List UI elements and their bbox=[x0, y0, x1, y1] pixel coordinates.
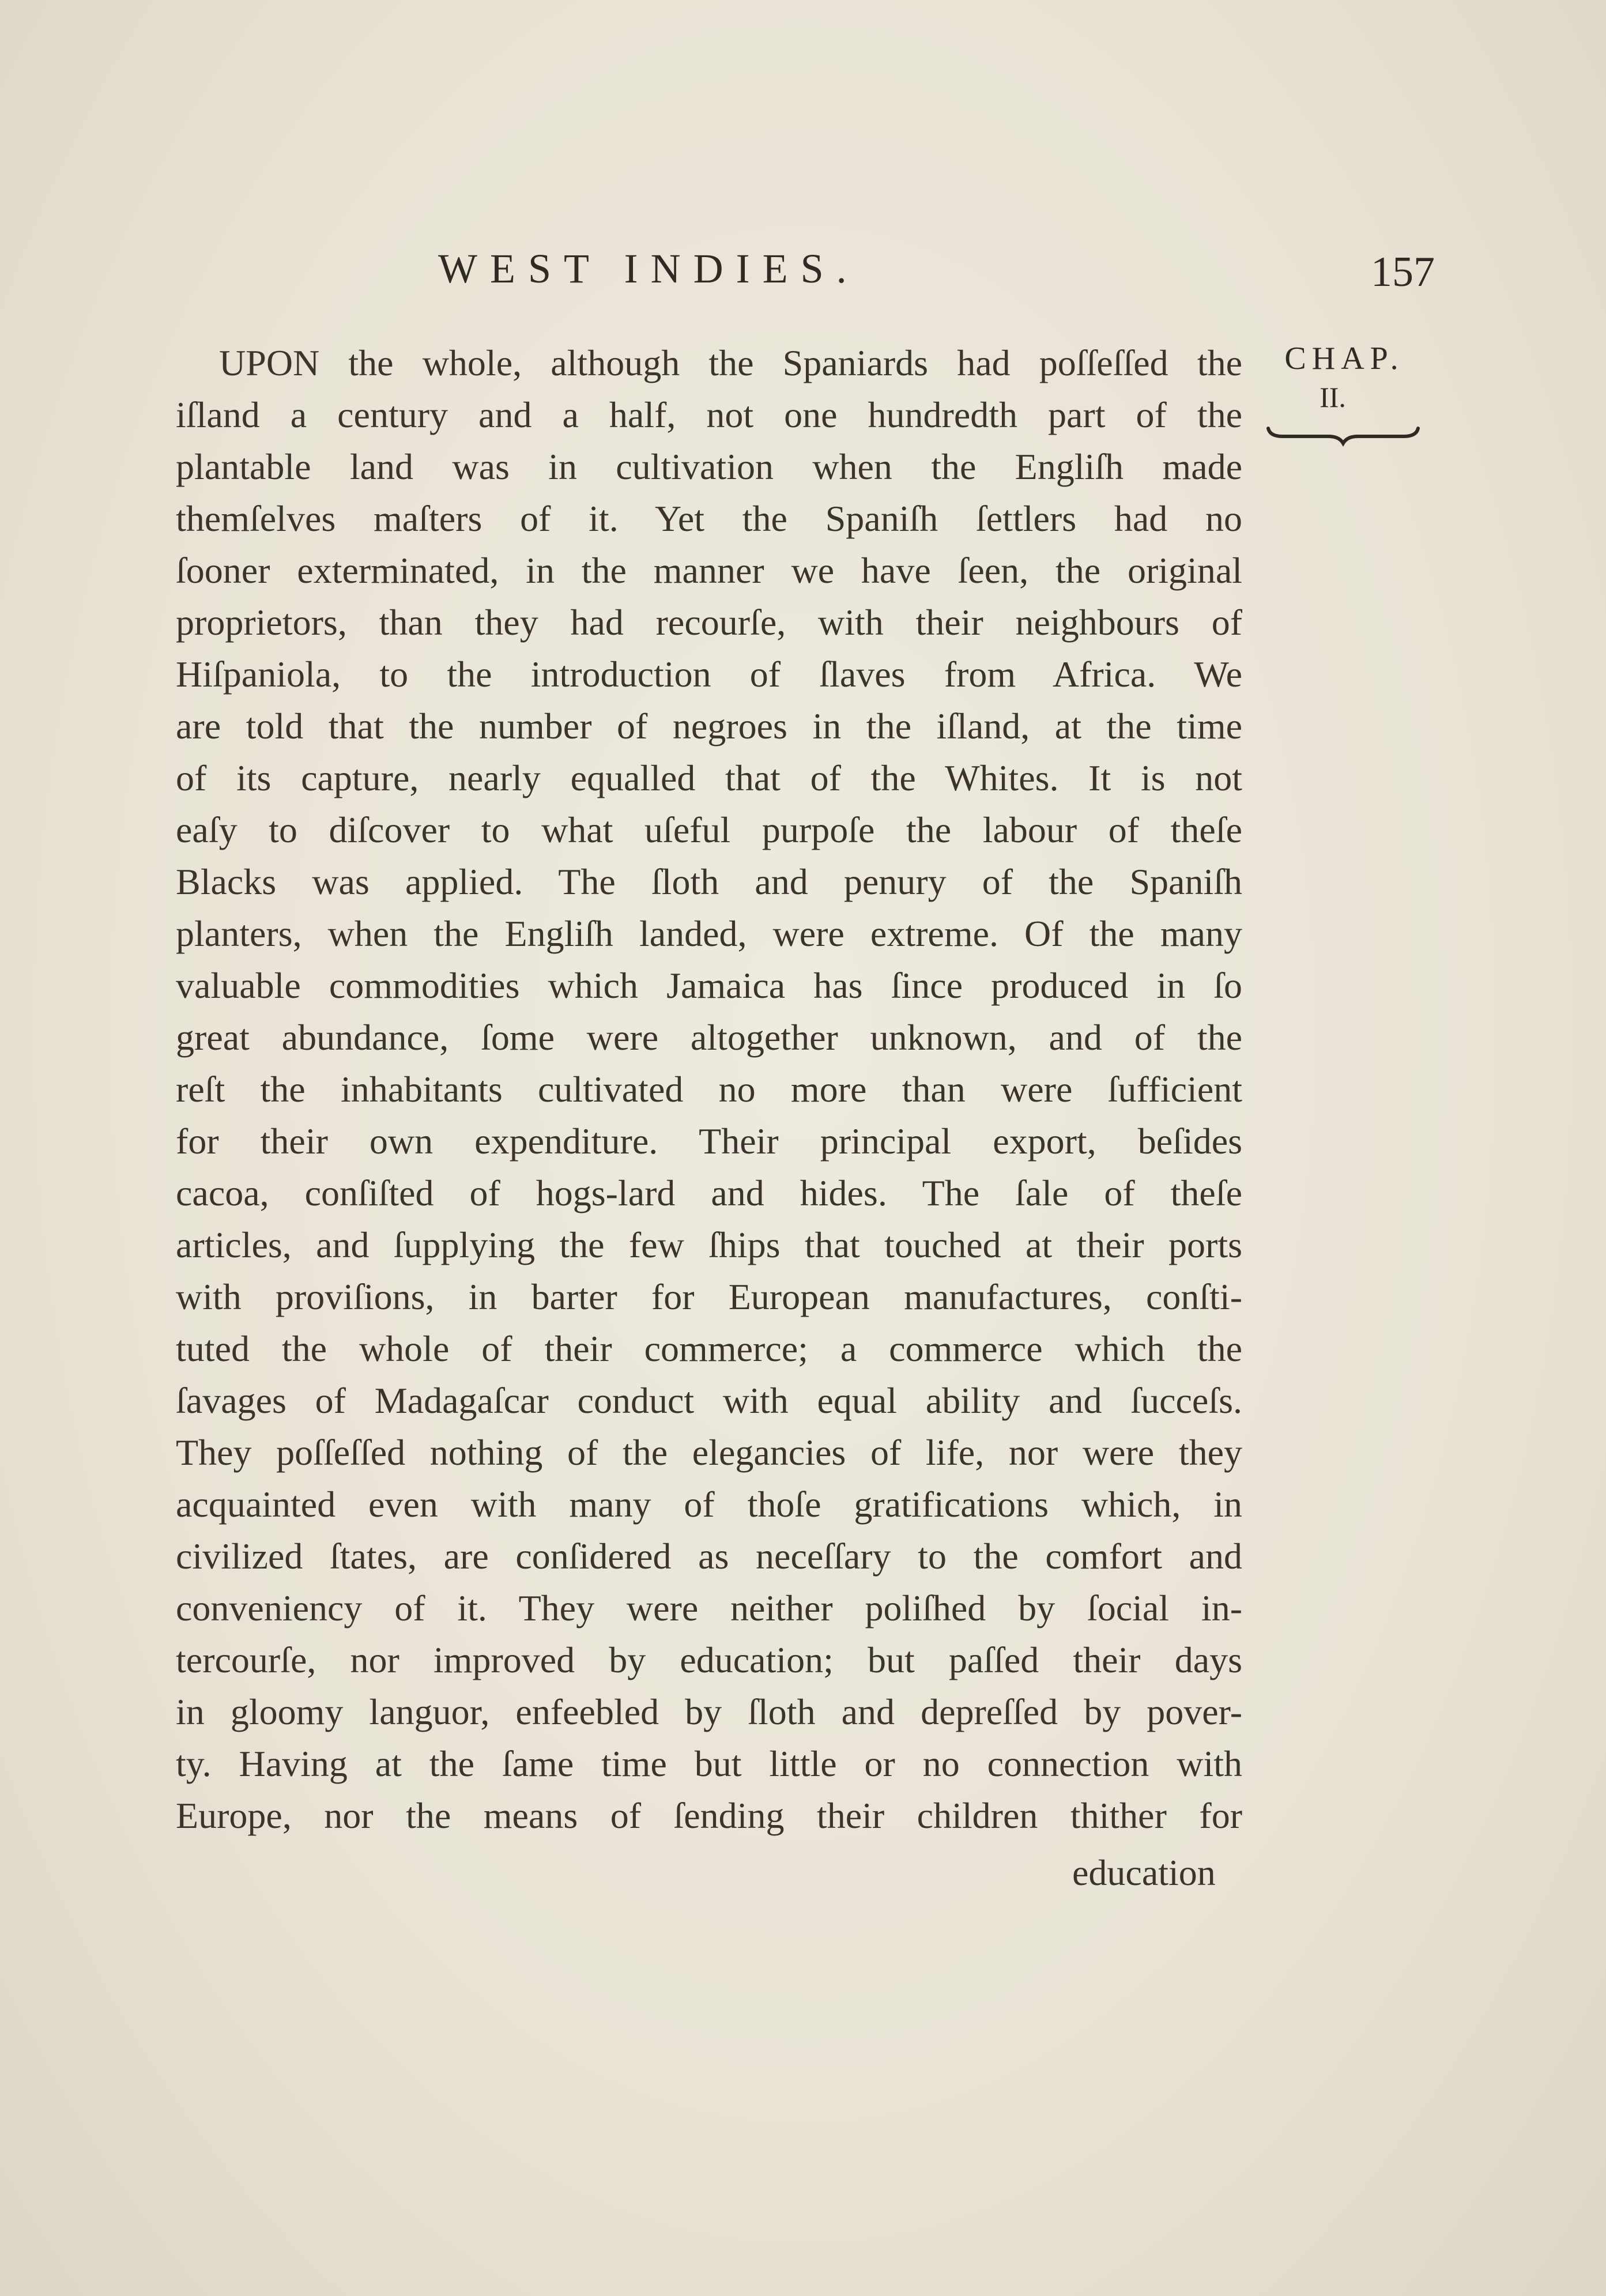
catchword: education bbox=[1072, 1852, 1216, 1893]
text-line: of its capture, nearly equalled that of the Whites. It is not bbox=[176, 757, 1242, 798]
text-line: ſavages of Madagaſcar conduct with equal ability and ſucceſs. bbox=[176, 1380, 1242, 1421]
text-line: valuable commodities which Jamaica has ſince produced in ſo bbox=[176, 965, 1242, 1006]
text-line: for their own expenditure. Their principal export, beſides bbox=[176, 1121, 1242, 1162]
text-line: iſland a century and a half, not one hundredth part of the bbox=[176, 394, 1242, 435]
text-line: are told that the number of negroes in the iſland, at the time bbox=[176, 706, 1242, 747]
text-line: ty. Having at the ſame time but little or no connection with bbox=[176, 1743, 1242, 1784]
text-line: cacoa, conſiſted of hogs-lard and hides. The ſale of theſe bbox=[176, 1172, 1242, 1213]
text-line: eaſy to diſcover to what uſeful purpoſe the labour of theſe bbox=[176, 809, 1242, 850]
margin-chapter-number: II. bbox=[1320, 381, 1346, 413]
text-line: conveniency of it. They were neither poliſhed by ſocial in- bbox=[176, 1588, 1242, 1628]
margin-chapter-label: CHAP. bbox=[1284, 341, 1404, 376]
text-line: tercourſe, nor improved by education; but paſſed their days bbox=[176, 1639, 1242, 1680]
text-line: ſooner exterminated, in the manner we have ſeen, the original bbox=[176, 550, 1242, 591]
running-title: WEST INDIES. bbox=[438, 246, 859, 292]
text-line: tuted the whole of their commerce; a commerce which the bbox=[176, 1328, 1242, 1369]
text-line: plantable land was in cultivation when the Engliſh made bbox=[176, 446, 1242, 487]
text-line: reſt the inhabitants cultivated no more than were ſufficient bbox=[176, 1069, 1242, 1110]
text-line: Hiſpaniola, to the introduction of ſlaves from Africa. We bbox=[176, 654, 1242, 695]
text-line: themſelves maſters of it. Yet the Spaniſh ſettlers had no bbox=[176, 498, 1242, 539]
text-line: civilized ſtates, are conſidered as neceſſary to the comfort and bbox=[176, 1536, 1242, 1577]
margin-brace bbox=[1265, 424, 1421, 447]
text-line: in gloomy languor, enfeebled by ſloth and depreſſed by pover- bbox=[176, 1691, 1242, 1732]
text-line: UPON the whole, although the Spaniards had poſſeſſed the bbox=[219, 342, 1242, 383]
text-line: great abundance, ſome were altogether unknown, and of the bbox=[176, 1017, 1242, 1058]
text-line: articles, and ſupplying the few ſhips that touched at their ports bbox=[176, 1224, 1242, 1265]
text-line: with proviſions, in barter for European manufactures, conſti- bbox=[176, 1276, 1242, 1317]
text-line: Europe, nor the means of ſending their children thither for bbox=[176, 1795, 1242, 1836]
text-line: acquainted even with many of thoſe gratifications which, in bbox=[176, 1484, 1242, 1525]
body-text bbox=[176, 337, 1242, 1842]
text-line: They poſſeſſed nothing of the elegancies of life, nor were they bbox=[176, 1432, 1242, 1473]
page-number: 157 bbox=[1371, 248, 1435, 296]
text-line: proprietors, than they had recourſe, with their neighbours of bbox=[176, 602, 1242, 643]
text-line: planters, when the Engliſh landed, were extreme. Of the many bbox=[176, 913, 1242, 954]
text-line: Blacks was applied. The ſloth and penury of the Spaniſh bbox=[176, 861, 1242, 902]
